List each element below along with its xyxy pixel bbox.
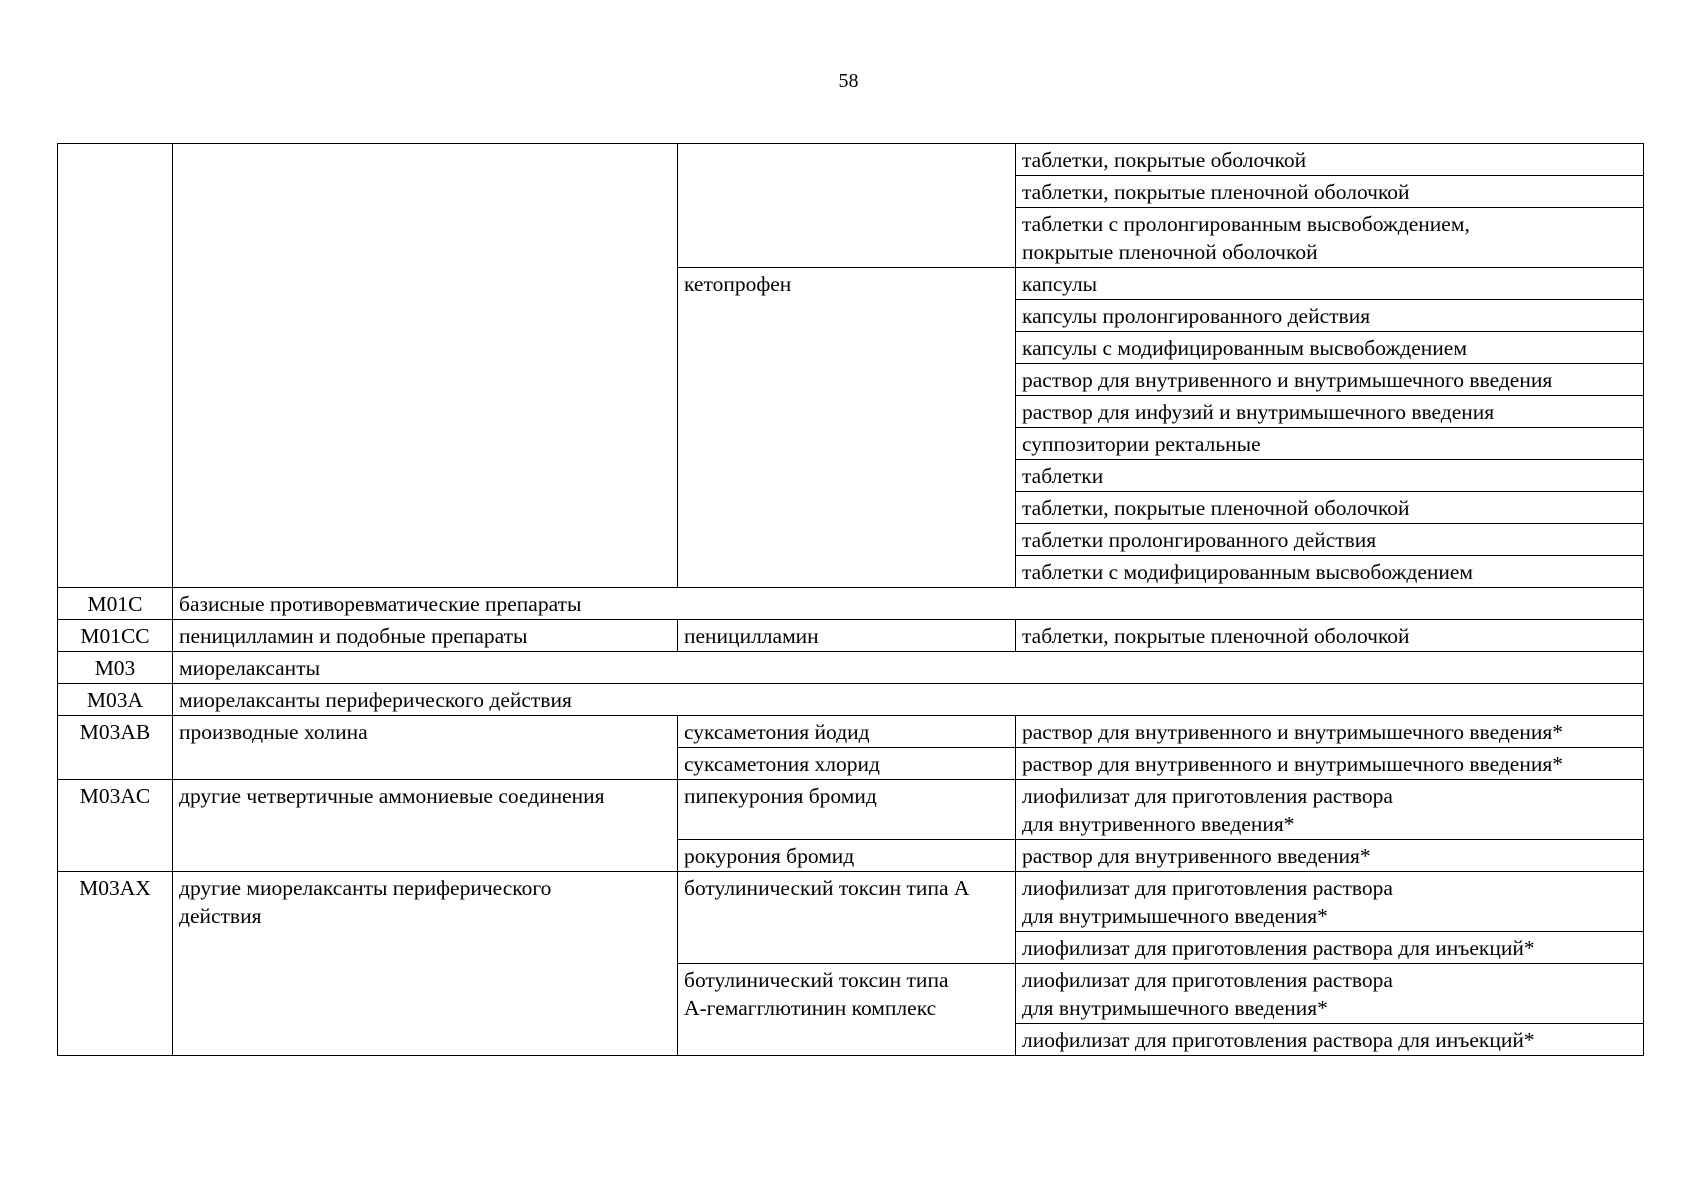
form-cell: таблетки, покрытые пленочной оболочкой: [1016, 620, 1644, 652]
form-cell: раствор для инфузий и внутримышечного введения: [1016, 396, 1644, 428]
form-cell: капсулы: [1016, 268, 1644, 300]
code-cell: M03A: [58, 684, 173, 716]
group-cell: [173, 144, 678, 588]
table-row: [58, 684, 1644, 716]
code-cell: M01CC: [58, 620, 173, 652]
group-cell: базисные противоревматические препараты: [173, 588, 1644, 620]
group-cell: миорелаксанты: [173, 652, 1644, 684]
group-cell: другие миорелаксанты периферического действия: [173, 872, 678, 1056]
drug-cell: рокурония бромид: [678, 840, 1016, 872]
medicines-table: [57, 143, 1644, 1056]
drug-cell: кетопрофен: [678, 268, 1016, 588]
form-cell: лиофилизат для приготовления раствора для внутримышечного введения*: [1016, 872, 1644, 932]
group-cell: другие четвертичные аммониевые соединения: [173, 780, 678, 872]
page-number: 58: [838, 70, 859, 92]
drug-cell: пеницилламин: [678, 620, 1016, 652]
form-cell: таблетки с пролонгированным высвобождением, покрытые пленочной оболочкой: [1016, 208, 1644, 268]
code-cell: M03AX: [58, 872, 173, 1056]
table-row: [58, 144, 1644, 176]
form-cell: таблетки, покрытые пленочной оболочкой: [1016, 492, 1644, 524]
form-cell: раствор для внутривенного и внутримышечного введения*: [1016, 716, 1644, 748]
code-cell: M03AB: [58, 716, 173, 780]
drug-cell: ботулинический токсин типа A: [678, 872, 1016, 964]
form-cell: раствор для внутривенного введения*: [1016, 840, 1644, 872]
drug-cell: суксаметония йодид: [678, 716, 1016, 748]
form-cell: лиофилизат для приготовления раствора для инъекций*: [1016, 1024, 1644, 1056]
code-cell: [58, 144, 173, 588]
code-cell: M01C: [58, 588, 173, 620]
form-cell: таблетки пролонгированного действия: [1016, 524, 1644, 556]
drug-cell: ботулинический токсин типа A-гемагглютинин комплекс: [678, 964, 1016, 1056]
form-cell: таблетки, покрытые оболочкой: [1016, 144, 1644, 176]
form-cell: раствор для внутривенного и внутримышечного введения*: [1016, 748, 1644, 780]
table-row: [58, 620, 1644, 652]
code-cell: M03: [58, 652, 173, 684]
form-cell: таблетки с модифицированным высвобождением: [1016, 556, 1644, 588]
table-row: [58, 872, 1644, 932]
form-cell: таблетки, покрытые пленочной оболочкой: [1016, 176, 1644, 208]
drug-cell: пипекурония бромид: [678, 780, 1016, 840]
form-cell: капсулы пролонгированного действия: [1016, 300, 1644, 332]
form-cell: суппозитории ректальные: [1016, 428, 1644, 460]
group-cell: пеницилламин и подобные препараты: [173, 620, 678, 652]
group-cell: миорелаксанты периферического действия: [173, 684, 1644, 716]
table-row: [58, 780, 1644, 840]
table-row: [58, 716, 1644, 748]
form-cell: таблетки: [1016, 460, 1644, 492]
drug-cell: [678, 144, 1016, 268]
form-cell: раствор для внутривенного и внутримышечного введения: [1016, 364, 1644, 396]
form-cell: лиофилизат для приготовления раствора для внутривенного введения*: [1016, 780, 1644, 840]
drug-cell: суксаметония хлорид: [678, 748, 1016, 780]
table-row: [58, 652, 1644, 684]
code-cell: M03AC: [58, 780, 173, 872]
form-cell: капсулы с модифицированным высвобождением: [1016, 332, 1644, 364]
form-cell: лиофилизат для приготовления раствора для инъекций*: [1016, 932, 1644, 964]
group-cell: производные холина: [173, 716, 678, 780]
form-cell: лиофилизат для приготовления раствора для внутримышечного введения*: [1016, 964, 1644, 1024]
table-row: [58, 588, 1644, 620]
